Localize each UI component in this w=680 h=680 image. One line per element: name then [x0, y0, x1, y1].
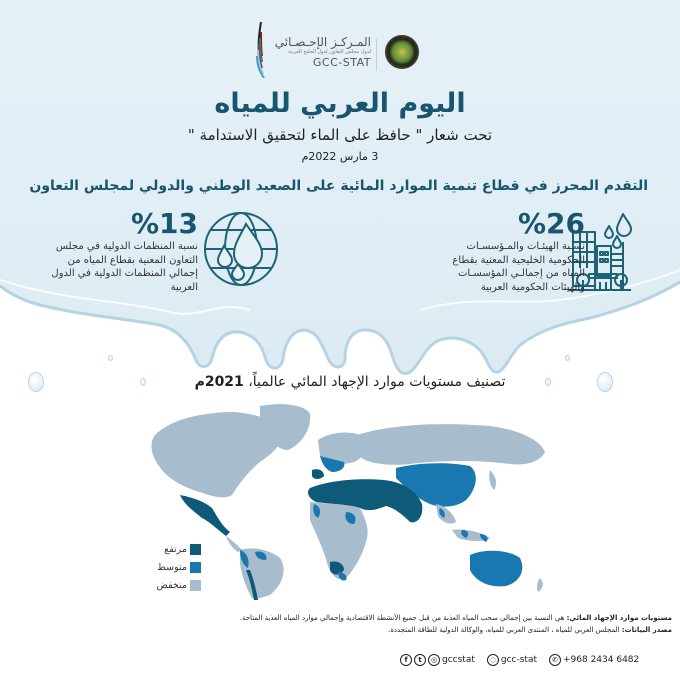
gcc-stat-logo — [255, 22, 435, 78]
legend-swatch-low — [190, 580, 201, 591]
stat-description-line: والهيئات الحكومية العربية — [480, 281, 585, 293]
legend-label: مرتفع — [164, 543, 187, 555]
whatsapp-icon[interactable]: ✆ — [549, 654, 561, 666]
map-title-text: تصنيف مستويات موارد الإجهاد المائي عالمياً، — [243, 374, 506, 390]
definition-line — [110, 612, 672, 624]
main-title: اليوم العربي للمياه — [214, 88, 466, 119]
water-droplet-decoration — [108, 355, 113, 361]
stat-description-line: نسبة المنظمات الدولية في مجلس — [55, 241, 198, 252]
stat-description-line: الحكومية الخليجية المعنية بقطاع — [452, 254, 585, 266]
definition-label: مستويات موارد الإجهاد المائي: — [566, 614, 672, 622]
logo-divider — [376, 39, 377, 71]
legend-label: منخفض — [156, 579, 187, 591]
legend-swatch-high — [190, 544, 201, 555]
facebook-icon[interactable]: f — [400, 654, 412, 666]
instagram-icon[interactable]: ◎ — [428, 654, 440, 666]
org-name-en: GCC-STAT — [312, 56, 371, 69]
stat-description-line: نسـبة الهيئـات والمـؤسسـات — [466, 241, 585, 252]
map-title — [150, 374, 550, 390]
legend-swatch-medium — [190, 562, 201, 573]
source-label: مصدر البيانات: — [621, 626, 672, 634]
whatsapp-number[interactable]: +968 2434 6482 — [563, 655, 640, 665]
stat-description-line: التعاون المعنية بقطاع المياه من — [67, 254, 198, 266]
water-droplet-decoration — [597, 372, 613, 392]
gcc-emblem-icon — [385, 35, 419, 69]
legend-item-medium — [137, 558, 201, 576]
definition-text: هي النسبة بين إجمالي سحب المياه العذبة من قبل جميع الأنشطة الاقتصادية وإجمالي موارد المياه العذبة المتاحة. — [239, 614, 567, 622]
twitter-icon[interactable]: t — [414, 654, 426, 666]
water-droplet-decoration — [565, 355, 570, 361]
snapchat-icon[interactable]: ◌ — [487, 654, 499, 666]
snapchat-handle[interactable]: gcc-stat — [500, 655, 537, 665]
logo-text — [265, 36, 371, 70]
slogan-subtitle: تحت شعار " حافظ على الماء لتحقيق الاستدامة " — [187, 126, 493, 144]
globe-water-drops-icon — [202, 210, 280, 288]
footnote — [110, 612, 672, 636]
source-line — [110, 624, 672, 636]
event-date: 3 مارس 2022م — [301, 150, 379, 163]
legend-item-low — [137, 576, 201, 594]
map-title-year: 2021م — [194, 374, 244, 390]
water-droplet-decoration — [28, 372, 44, 392]
stat-value: %26 — [517, 207, 585, 240]
legend-item-high — [137, 540, 201, 558]
legend-label: متوسط — [157, 561, 187, 573]
stat-gcc-institutions — [405, 208, 585, 294]
stat-description-line: العربية — [170, 281, 198, 293]
world-water-stress-map — [140, 400, 560, 600]
map-legend — [137, 540, 201, 594]
stat-description-line: إجمالي المنظمات الدولية في الدول — [51, 268, 198, 279]
source-text: المجلس العربي للمياه ، المنتدى العربي للمياه، والوكالة الدولية للطاقة المتجددة. — [387, 626, 622, 634]
stat-description-line: المياه من إجمالـي المؤسسـات — [458, 268, 585, 279]
social-handle[interactable]: gccstat — [442, 655, 475, 665]
stat-value: %13 — [130, 207, 198, 240]
stat-international-orgs — [38, 208, 198, 294]
org-name-ar: المـركـز الإحـصـائي — [274, 35, 371, 49]
water-droplet-decoration — [140, 378, 146, 386]
org-subtitle-ar: لدول مجلس التعاون لدول الخليج العربية — [288, 49, 371, 55]
section-heading: التقدم المحرز في قطاع تنمية الموارد المائية على الصعيد الوطني والدولي لمجلس التعاون — [29, 178, 648, 194]
social-footer — [400, 652, 675, 668]
